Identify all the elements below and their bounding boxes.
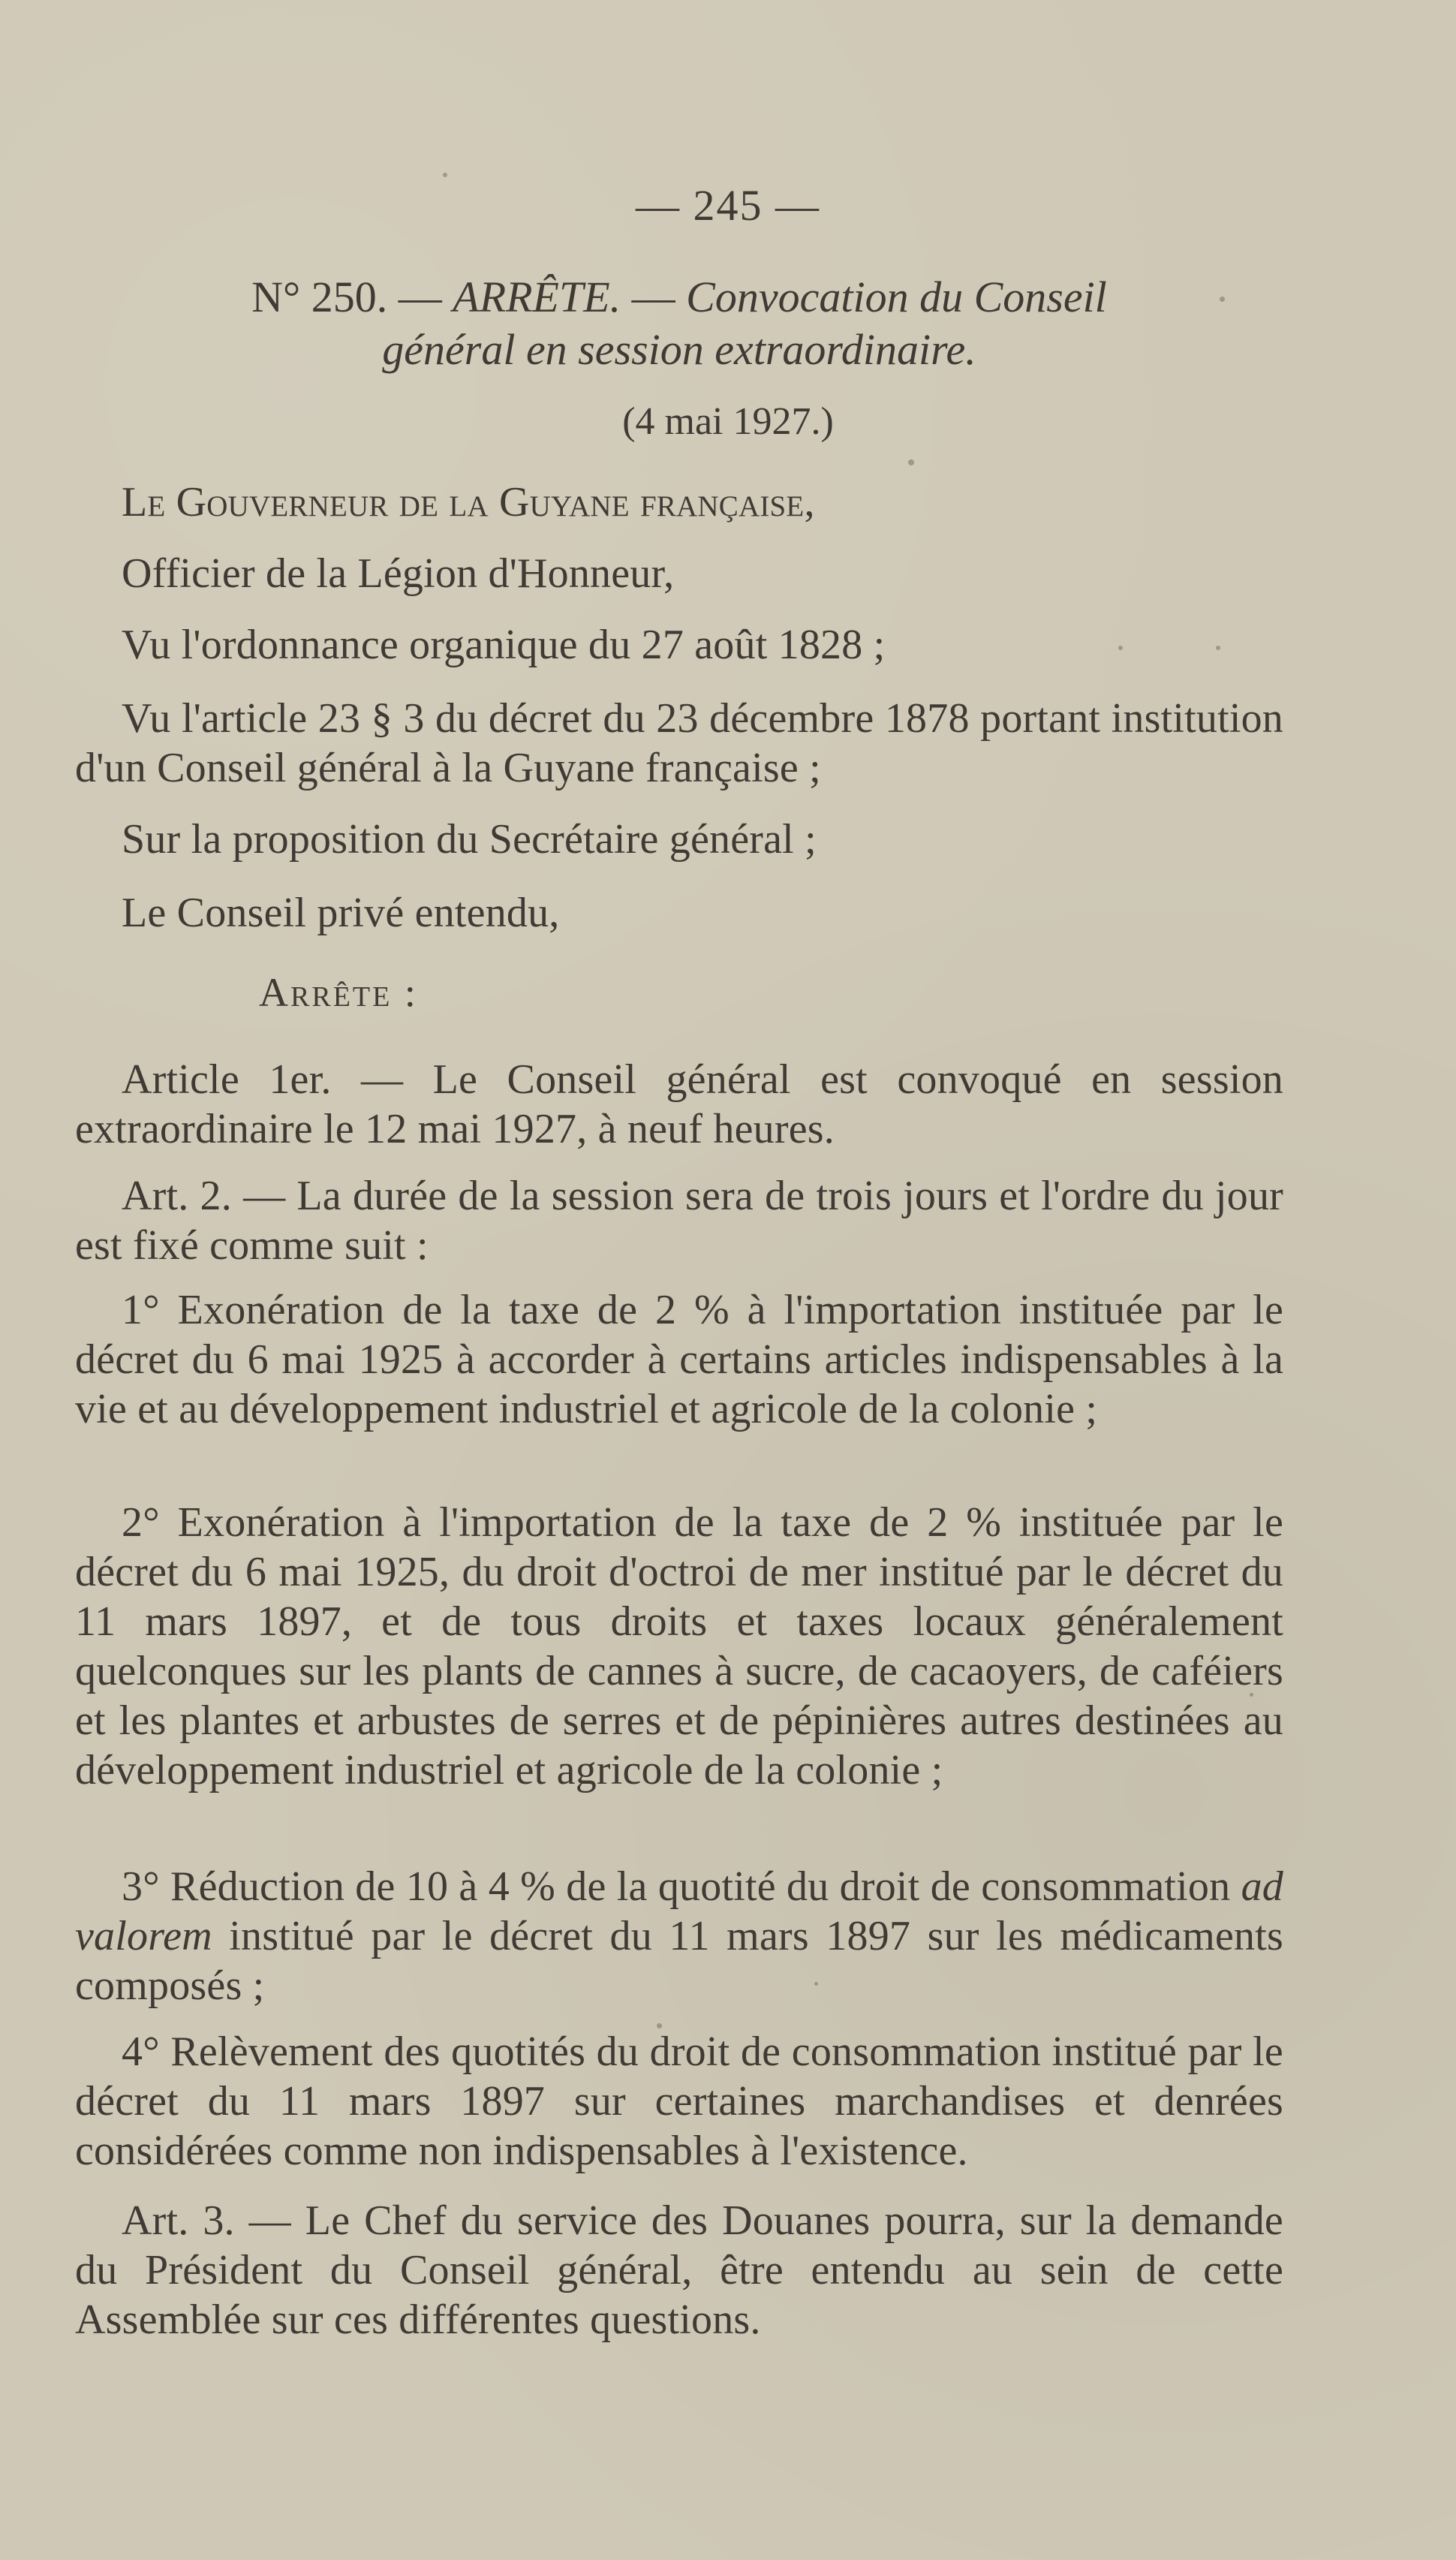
preamble-vu-decret: Vu l'article 23 § 3 du décret du 23 décembre 1878 portant institution d'un Conseil général à la Guyane française ; <box>75 695 1283 791</box>
arrete-heading: Arrête : <box>259 970 418 1015</box>
paper-speck <box>443 173 447 177</box>
article-2-item-4: 4° Relèvement des quotités du droit de consommation institué par le décret du 11 mars 1897 sur certaines marchandises et denrées considérées comme non indispensables à l'existence. <box>75 2028 1283 2174</box>
document-title-continuation: général en session extraordinaire. <box>382 325 976 374</box>
paper-speck <box>1118 646 1123 650</box>
paper-speck <box>1220 297 1225 302</box>
preamble-rank: Officier de la Légion d'Honneur, <box>122 550 675 597</box>
preamble-vu-ordonnance: Vu l'ordonnance organique du 27 août 1828 ; <box>122 622 886 668</box>
paper-speck <box>657 2023 662 2028</box>
title-dash: — <box>621 273 687 321</box>
page-number: — 245 — <box>636 181 820 230</box>
paper-speck <box>1250 1693 1253 1697</box>
article-2-item-3 <box>75 1862 1283 2010</box>
paper-speck <box>1216 646 1220 650</box>
arrete-number: N° 250. <box>251 273 388 321</box>
preamble-conseil: Le Conseil privé entendu, <box>122 890 560 936</box>
paper-speck <box>908 459 914 465</box>
article-3: Art. 3. — Le Chef du service des Douanes pourra, sur la demande du Président du Conseil général, être entendu au sein de cette Assemblée sur ces différentes questions. <box>75 2197 1283 2343</box>
title-dash: — <box>387 273 453 321</box>
article-2-item-2: 2° Exonération à l'importation de la taxe de 2 % instituée par le décret du 6 mai 1925, du droit d'octroi de mer institué par le décret du 11 mars 1897, et de tous droits et taxes locaux généralement quelconques sur les plants de cannes à sucre, de cacaoyers, de caféiers et les plantes et arbustes de serres et de pépinières autres destinées au développement industriel et agricole de la colonie ; <box>75 1499 1283 1794</box>
article-2-item-1: 1° Exonération de la taxe de 2 % à l'importation instituée par le décret du 6 mai 1925 à accorder à certains articles indispensables à la vie et au développement industriel et agricole de la colonie ; <box>75 1287 1283 1432</box>
arrete-kind: ARRÊTE. <box>453 273 621 321</box>
preamble-proposition: Sur la proposition du Secrétaire général ; <box>122 816 817 863</box>
title-subject: Convocation du Conseil <box>686 273 1107 321</box>
paper-speck <box>814 1982 818 1986</box>
item-3-text-end: institué par le décret du 11 mars 1897 sur les médicaments composés ; <box>75 1913 1283 2009</box>
preamble-authority-text: Le Gouverneur de la Guyane française, <box>122 479 815 526</box>
article-1: Article 1er. — Le Conseil général est convoqué en session extraordinaire le 12 mai 1927, à neuf heures. <box>75 1056 1283 1152</box>
item-3-text-start: 3° Réduction de 10 à 4 % de la quotité du droit de consommation <box>122 1863 1241 1910</box>
document-date: (4 mai 1927.) <box>622 400 834 443</box>
document-title <box>75 272 1283 323</box>
article-2: Art. 2. — La durée de la session sera de trois jours et l'ordre du jour est fixé comme suit : <box>75 1173 1283 1269</box>
item-3-latin-term: ad valorem <box>75 1863 1283 1959</box>
preamble-authority <box>75 477 1283 527</box>
